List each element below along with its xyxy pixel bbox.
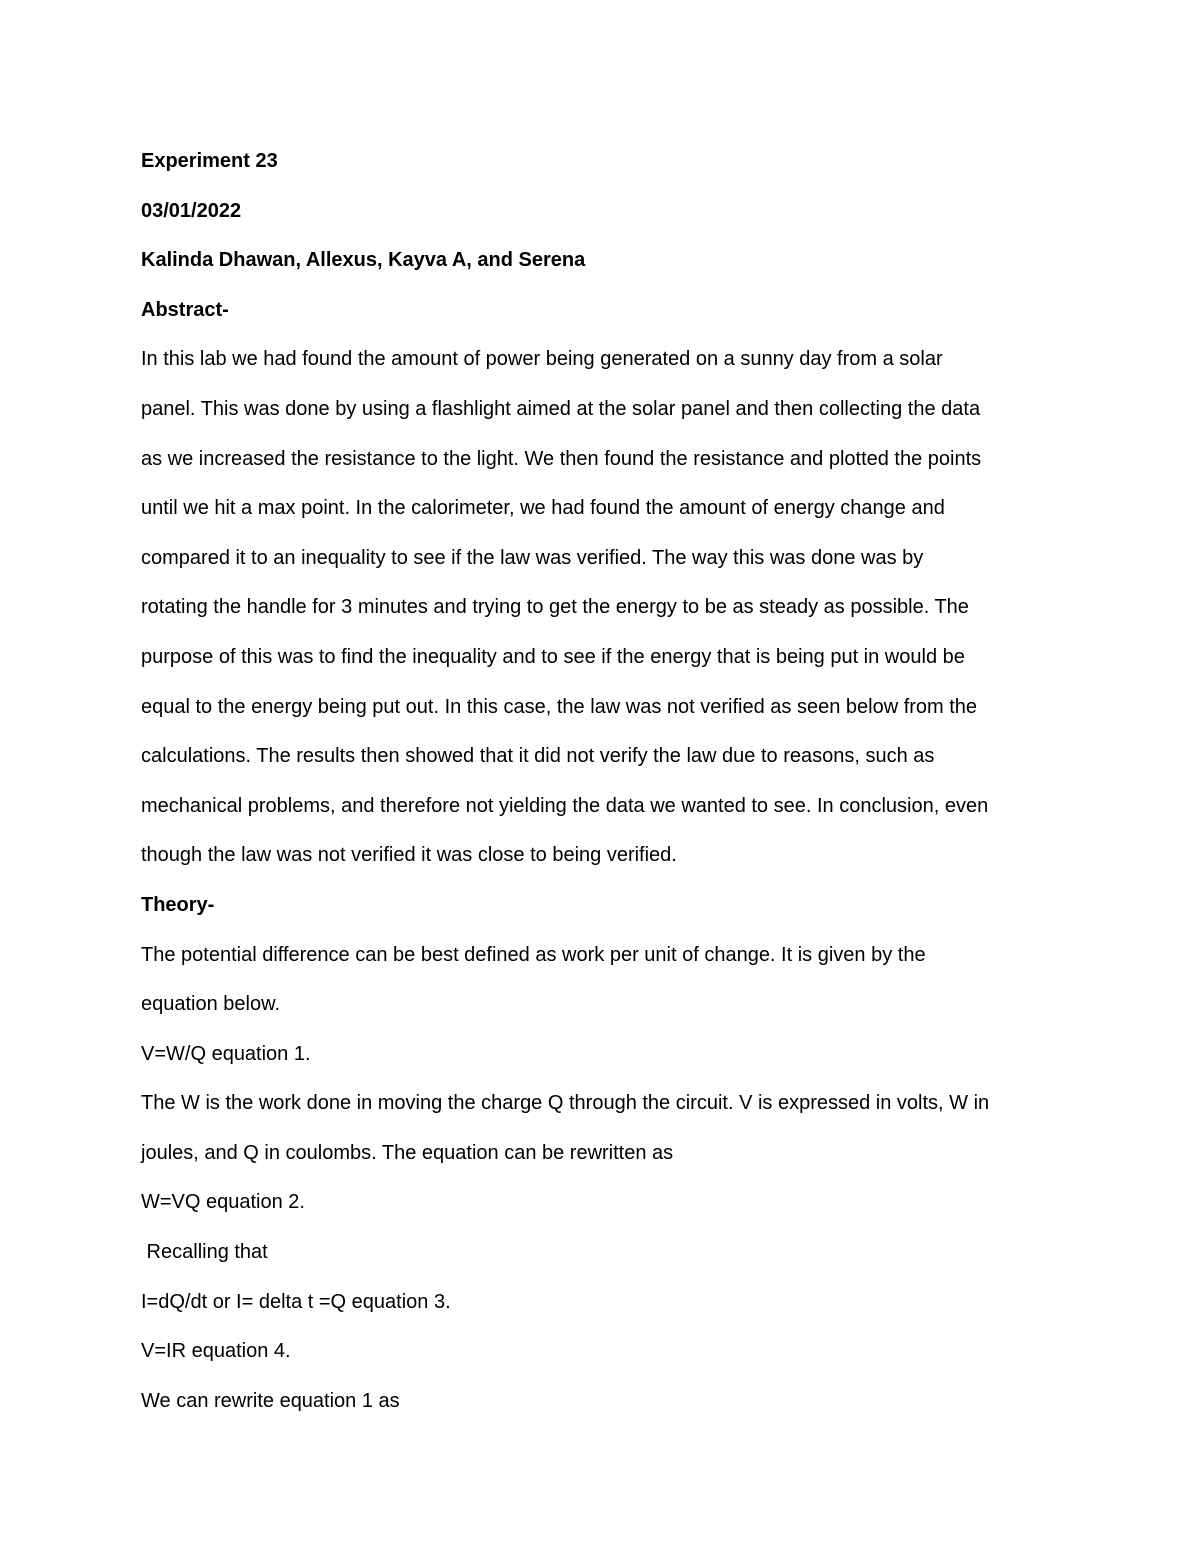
document-body	[141, 137, 1071, 1426]
theory-section	[141, 931, 1071, 1427]
abstract-line: compared it to an inequality to see if the law was verified. The way this was done was by	[141, 546, 924, 569]
equation-2: W=VQ equation 2.	[141, 1191, 305, 1214]
experiment-date: 03/01/2022	[141, 199, 242, 222]
abstract-line: until we hit a max point. In the calorimeter, we had found the amount of energy change and	[141, 497, 945, 520]
abstract-paragraph	[141, 335, 1071, 881]
theory-line: We can rewrite equation 1 as	[141, 1389, 400, 1412]
abstract-line: panel. This was done by using a flashlight aimed at the solar panel and then collecting the data	[141, 397, 981, 420]
theory-line: joules, and Q in coulombs. The equation can be rewritten as	[141, 1141, 674, 1164]
theory-line: equation below.	[141, 993, 281, 1016]
experiment-title: Experiment 23	[141, 150, 278, 172]
author-list: Kalinda Dhawan, Allexus, Kayva A, and Serena	[141, 249, 586, 272]
abstract-line: though the law was not verified it was close to being verified.	[141, 844, 677, 867]
theory-line: Recalling that	[141, 1241, 268, 1264]
theory-heading: Theory-	[141, 893, 215, 916]
equation-3: I=dQ/dt or I= delta t =Q equation 3.	[141, 1290, 451, 1313]
abstract-line: purpose of this was to find the inequality and to see if the energy that is being put in would be	[141, 645, 965, 668]
abstract-line: mechanical problems, and therefore not yielding the data we wanted to see. In conclusion, even	[141, 794, 989, 817]
abstract-line: In this lab we had found the amount of power being generated on a sunny day from a solar	[141, 348, 943, 371]
abstract-line: as we increased the resistance to the light. We then found the resistance and plotted the points	[141, 447, 982, 470]
abstract-line: calculations. The results then showed that it did not verify the law due to reasons, such as	[141, 745, 935, 768]
abstract-heading: Abstract-	[141, 298, 229, 321]
theory-line: The potential difference can be best defined as work per unit of change. It is given by the	[141, 943, 926, 966]
theory-line: The W is the work done in moving the charge Q through the circuit. V is expressed in volts, W in	[141, 1092, 990, 1115]
equation-4: V=IR equation 4.	[141, 1340, 291, 1363]
equation-1: V=W/Q equation 1.	[141, 1042, 311, 1065]
abstract-line: rotating the handle for 3 minutes and trying to get the energy to be as steady as possible. The	[141, 596, 969, 619]
abstract-line: equal to the energy being put out. In this case, the law was not verified as seen below from the	[141, 695, 978, 718]
